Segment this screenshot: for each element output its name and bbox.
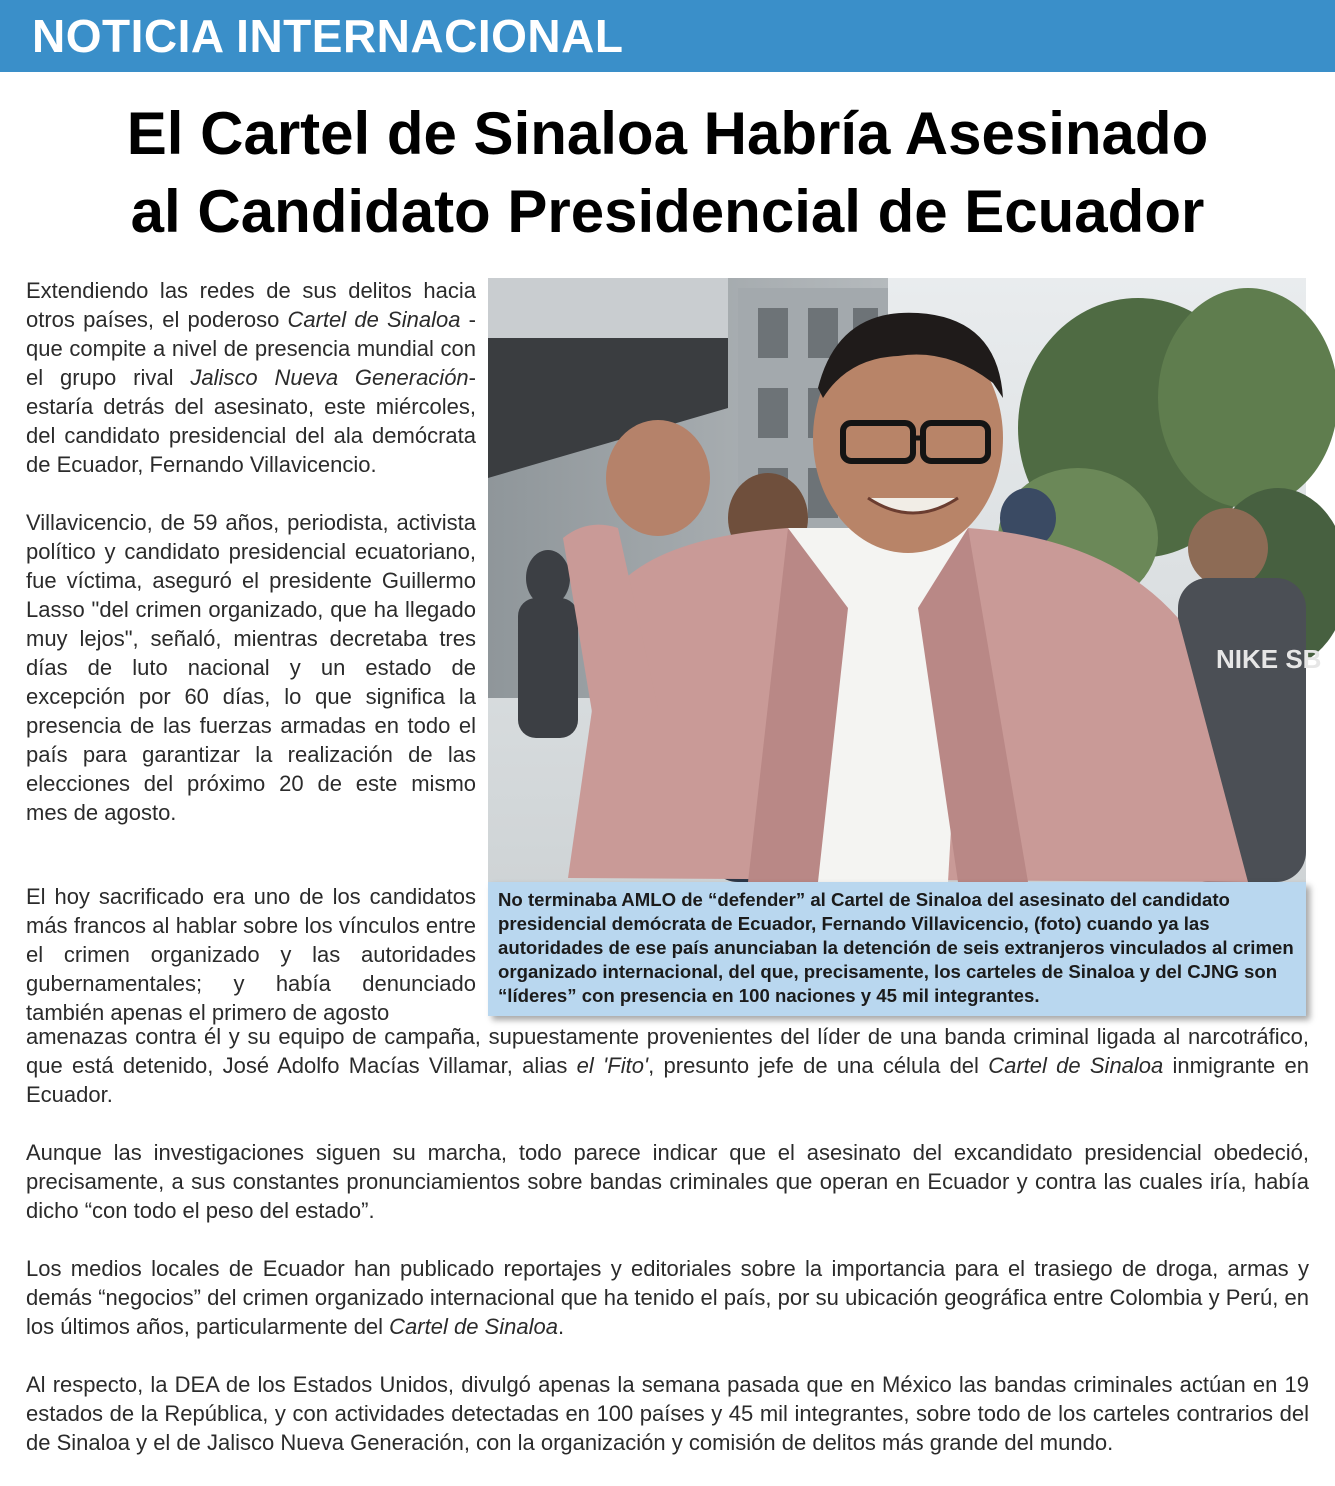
paragraph-1-rival-name: Jalisco Nueva Generación	[190, 365, 469, 390]
paragraph-1-text-e: - estaría detrás del asesinato, este miércoles, del candidato presidencial del ala demócrata de Ecuador, Fernando Villavicencio.	[26, 365, 476, 477]
paragraph-6: Al respecto, la DEA de los Estados Unidos, divulgó apenas la semana pasada que en México las bandas criminales actúan en 19 estados de la República, y con actividades detectadas en 100 países y 45 mil integrantes, sobre todo de los carteles contrarios del de Sinaloa y el de Jalisco Nueva Generación, con la organización y comisión de delitos más grande del mundo.	[26, 1372, 1309, 1455]
headline-line-2: al Candidato Presidencial de Ecuador	[130, 178, 1205, 245]
paragraph-1-cartel-name: Cartel de Sinaloa	[287, 307, 461, 332]
paragraph-1	[26, 276, 476, 479]
paragraph-1-text-a: Extendiendo las redes de sus delitos hacia otros países, el poderoso	[26, 278, 476, 332]
paragraph-2: Villavicencio, de 59 años, periodista, activista político y candidato presidencial ecuatoriano, fue víctima, aseguró el presidente Guillermo Lasso "del crimen organizado, que ha llegado muy lejos", señaló, mientras decretaba tres días de luto nacional y un estado de excepción por 60 días, lo que significa la presencia de las fuerzas armadas en todo el país para garantizar la realización de las elecciones del próximo 20 de este mismo mes de agosto.	[26, 510, 476, 825]
headline-line-1: El Cartel de Sinaloa Habría Asesinado	[126, 100, 1209, 167]
paragraph-5-text-c: .	[557, 1314, 565, 1339]
paragraph-3-continued	[26, 1022, 1309, 1109]
shirt-logo-text: NIKE SB	[1216, 644, 1322, 674]
paragraph-3: El hoy sacrificado era uno de los candidatos más francos al hablar sobre los vínculos entre el crimen organizado y las autoridades gubernamentales; y había denunciado también apenas el primero de agosto	[26, 884, 476, 1025]
paragraph-4: Aunque las investigaciones siguen su marcha, todo parece indicar que el asesinato del excandidato presidencial obedeció, precisamente, a sus constantes pronunciamientos sobre bandas criminales que operan en Ecuador y contra las cuales iría, había dicho “con todo el peso del estado”.	[26, 1140, 1309, 1223]
candidate-photo-illustration	[488, 278, 1322, 882]
paragraph-5	[26, 1254, 1309, 1341]
news-photo	[488, 278, 1322, 882]
section-banner	[0, 0, 1335, 72]
paragraph-3b-cartel-name: Cartel de Sinaloa	[988, 1053, 1164, 1078]
section-label: NOTICIA INTERNACIONAL	[32, 10, 624, 62]
headline	[0, 95, 1335, 251]
paragraph-5-cartel-name: Cartel de Sinaloa	[389, 1314, 558, 1339]
paragraph-3b-alias: el 'Fito'	[576, 1053, 649, 1078]
paragraph-3b-text-a: amenazas contra él y su equipo de campaña, supuestamente provenientes del líder de una banda criminal ligada al narcotráfico, que está detenido, José Adolfo Macías Villamar, alias	[26, 1024, 1309, 1078]
photo-caption: No terminaba AMLO de “defender” al Cartel de Sinaloa del asesinato del candidato presidencial demócrata de Ecuador, Fernando Villavicencio, (foto) cuando ya las autoridades de ese país anunciaban la detención de seis extranjeros vinculados al crimen organizado internacional, del que, precisamente, los carteles de Sinaloa y del CJNG son “líderes” con presencia en 100 naciones y 45 mil integrantes.	[498, 889, 1294, 1006]
paragraph-1-text-c: -que compite a nivel de presencia mundial con el grupo rival	[26, 307, 476, 390]
paragraph-3b-text-c: , presunto jefe de una célula del	[648, 1053, 989, 1078]
photo-caption-box	[488, 882, 1306, 1016]
paragraph-5-text-a: Los medios locales de Ecuador han publicado reportajes y editoriales sobre la importancia para el trasiego de droga, armas y demás “negocios” del crimen organizado internacional que ha tenido el país, por su ubicación geográfica entre Colombia y Perú, en los últimos años, particularmente del	[26, 1256, 1309, 1339]
paragraph-3b-text-e: inmigrante en Ecuador.	[26, 1053, 1309, 1107]
